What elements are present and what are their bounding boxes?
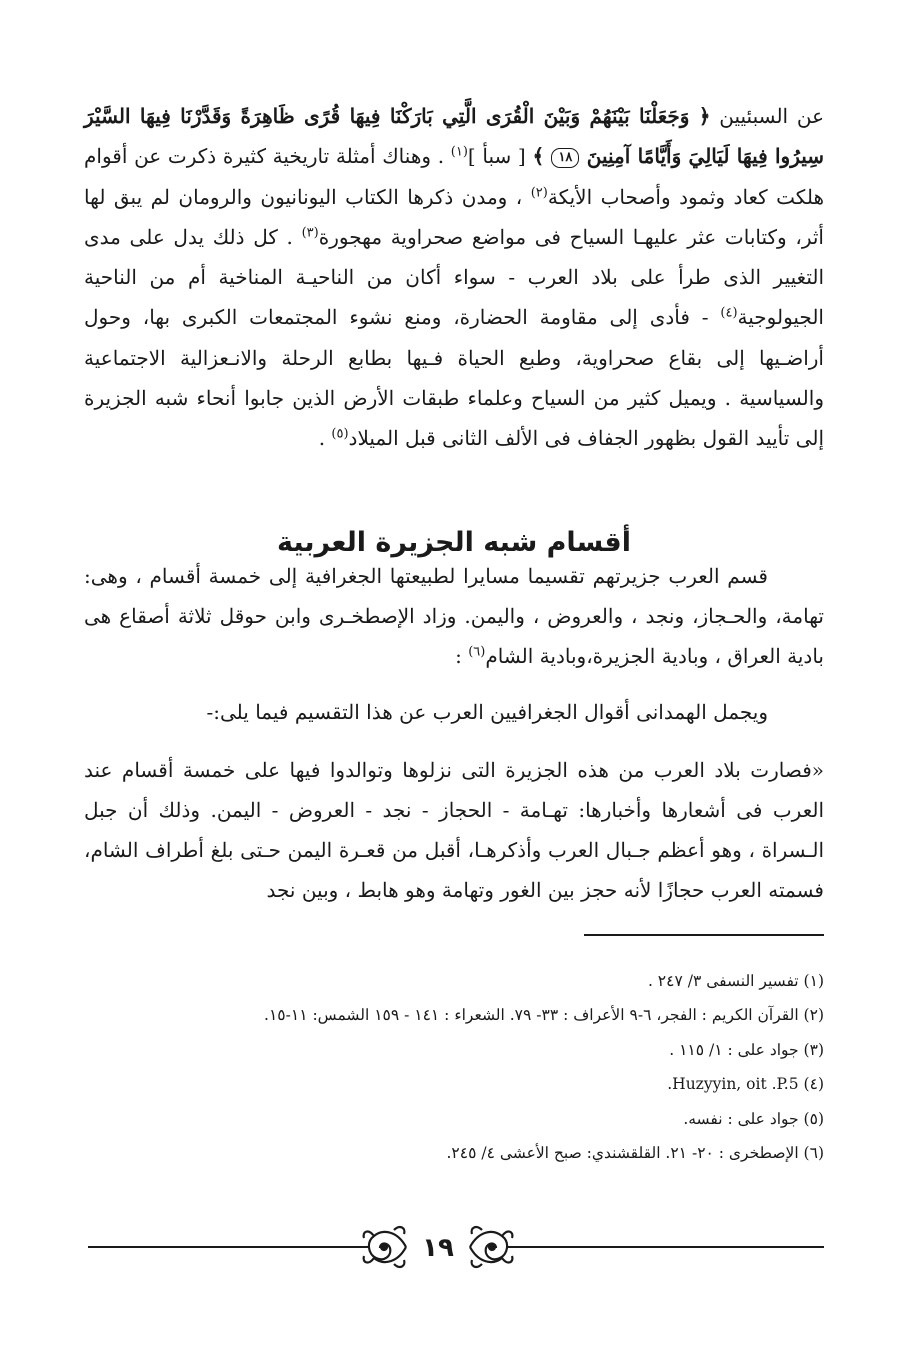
section-p1-text: قسم العرب جزيرتهم تقسيما مسايرا لطبيعتها الجغرافية إلى خمسة أقسام ، وهى: تهامة، والحـجاز، ونجد ، والعروض ، واليمن. وزاد الإصطخـرى وابن حوقل ثلاثة أصقاع هى بادية العراق ، وبادية الجزيرة،وبادية الشام bbox=[84, 564, 824, 668]
section-heading: أقسام شبه الجزيرة العربية bbox=[277, 527, 631, 559]
footnote-3: (٣) جواد على : ١/ ١١٥ . bbox=[669, 1040, 824, 1059]
footnote-4-number: (٤) bbox=[803, 1075, 824, 1094]
quran-close-bracket: ﴾ bbox=[532, 144, 545, 169]
text-segment-c: . كل ذلك يدل على مدى التغيير الذى طرأ على بلاد العرب - سواء أكان من الناحيـة المناخية أم من الناحية الجيولوجية bbox=[84, 224, 824, 330]
text-segment-b: ، ومدن ذكرها الكتاب اليونانيون والرومان لم يبق لها أثر، وكتابات عثر عليهـا السياح فى مواضع صحراوية مهجورة bbox=[84, 184, 824, 249]
text-segment-a: . وهناك أمثلة تاريخية كثيرة ذكرت عن أقوام هلكت كعاد وثمود وأصحاب الأيكة bbox=[84, 144, 825, 209]
footnote-ref-1: (١) bbox=[450, 144, 468, 160]
section-p1-end: : bbox=[455, 644, 462, 668]
footnote-6: (٦) الإصطخرى : ٢٠- ٢١. القلقشندي: صبح الأعشى ٤/ ٢٤٥. bbox=[446, 1144, 824, 1163]
text-segment-e: . bbox=[318, 426, 326, 451]
section-paragraph-1 bbox=[84, 556, 824, 676]
page-number: ١٩ bbox=[422, 1233, 454, 1263]
quran-open-bracket: ﴿ bbox=[698, 104, 711, 128]
footnote-ref-3: (٣) bbox=[301, 225, 319, 241]
section-paragraph-2: ويجمل الهمدانى أقوال الجغرافيين العرب عن هذا التقسيم فيما يلى:- bbox=[206, 700, 768, 724]
footnote-4-reference: .Huzyyin, oit .P.5 bbox=[667, 1075, 799, 1094]
footnote-ref-2: (٢) bbox=[530, 184, 548, 200]
footer-rule-right bbox=[506, 1246, 824, 1248]
section-paragraph-3: «فصارت بلاد العرب من هذه الجزيرة التى نزلوها وتوالدوا فيها على خمسة أقسام عند العرب فى أشعارها وأخبارها: تهـامة - الحجاز - نجد - العروض - اليمن. وذلك أن جبل الـسراة ، وهو أعظم جـبال العرب وأذكرهـا، أقبل من قعـرة اليمن حـتى بلغ أطراف الشام، فسمته العرب حجازًا لأنه حجز بين الغور وتهامة وهو هابط ، وبين نجد bbox=[84, 758, 824, 902]
footnote-2: (٢) القرآن الكريم : الفجر، ٦-٩ الأعراف : ٣٣- ٧٩. الشعراء : ١٤١ - ١٥٩ الشمس: ١١-١٥. bbox=[264, 1006, 824, 1025]
footnote-1: (١) تفسير النسفى ٣/ ٢٤٧ . bbox=[647, 972, 824, 990]
footnote-separator bbox=[584, 934, 824, 936]
footnote-4 bbox=[130, 1067, 824, 1101]
section-body bbox=[84, 556, 824, 910]
footnote-ref-5: (٥) bbox=[331, 426, 349, 442]
main-paragraph bbox=[84, 96, 824, 459]
text-segment-d: - فأدى إلى مقاومة الحضارة، ومنع نشوء المجتمعات الكبرى بها، وحول أراضـيها إلى بقاع صحراوية، وطبع الحياة فـيها بطابع الرحلة والانـعزالية الاجتماعية والسياسية . ويميل كثير من السياح وعلماء طبقات الأرض الذين جابوا أنحاء شبه الجزيرة إلى تأييد القول بظهور الجفاف فى الألف الثانى قبل الميلاد bbox=[84, 305, 824, 451]
footer-rule-left bbox=[88, 1246, 368, 1248]
quran-verse-text: وَجَعَلْنَا بَيْنَهُمْ وَبَيْنَ الْقُرَى الَّتِي بَارَكْنَا فِيهَا قُرًى ظَاهِرَةً وَقَدَّرْنَا فِيهَا السَّيْرَ سِيرُوا فِيهَا لَيَالِيَ وَأَيَّامًا آمِنِينَ bbox=[84, 104, 825, 169]
quran-source: [ سبأ ] bbox=[467, 144, 526, 169]
footnote-ref-6: (٦) bbox=[468, 644, 486, 660]
paragraph-1 bbox=[84, 96, 824, 459]
footnote-5: (٥) جواد على : نفسه. bbox=[683, 1109, 824, 1128]
footnote-ref-4: (٤) bbox=[720, 305, 738, 321]
ayah-number-marker: ١٨ bbox=[551, 148, 579, 168]
footnotes-list bbox=[130, 964, 824, 1170]
intro-text: عن السبئيين bbox=[719, 104, 825, 128]
